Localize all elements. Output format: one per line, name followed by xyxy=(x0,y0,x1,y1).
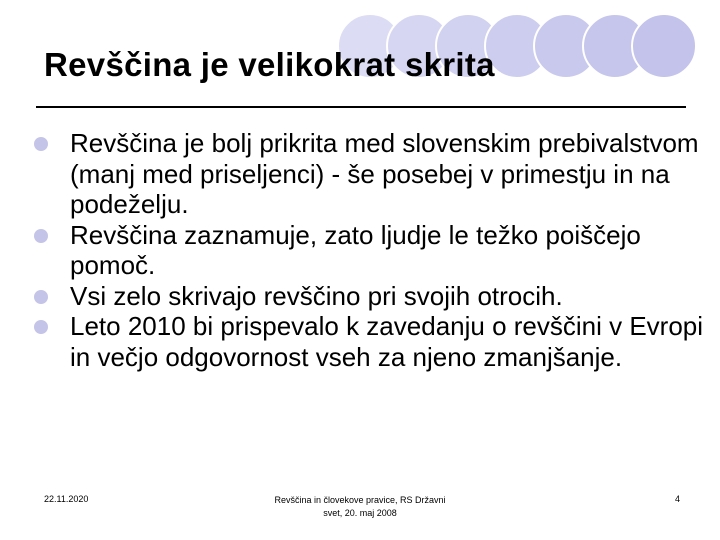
bullet-dot-icon xyxy=(34,137,48,151)
footer-date: 22.11.2020 xyxy=(44,494,89,504)
bullet-item xyxy=(32,220,712,281)
page-number: 4 xyxy=(674,494,680,504)
slide-title: Revščina je velikokrat skrita xyxy=(44,46,495,83)
bullet-dot-icon xyxy=(34,320,48,334)
footer-caption-line: Revščina in človekove pravice, RS Državni xyxy=(274,495,446,505)
bullet-text: Revščina zaznamuje, zato ljudje le težko poiščejo pomoč. xyxy=(70,219,641,280)
bullet-dot-icon xyxy=(34,229,48,243)
bullet-item xyxy=(32,128,712,220)
bullet-item xyxy=(32,281,712,312)
title-divider xyxy=(36,106,686,108)
footer-caption xyxy=(240,494,480,520)
deco-circle xyxy=(632,14,696,78)
bullet-text: Leto 2010 bi prispevalo k zavedanju o revščini v Evropi in večjo odgovornost vseh za njeno zmanjšanje. xyxy=(70,311,704,372)
bullet-text: Vsi zelo skrivajo revščino pri svojih otrocih. xyxy=(70,280,563,311)
bullet-dot-icon xyxy=(34,290,48,304)
footer-caption-line: svet, 20. maj 2008 xyxy=(323,508,397,518)
bullet-text: Revščina je bolj prikrita med slovenskim prebivalstvom (manj med priseljenci) - še posebej v primestju in na podeželju. xyxy=(70,128,699,219)
bullet-item xyxy=(32,311,712,372)
bullet-list xyxy=(32,128,712,372)
